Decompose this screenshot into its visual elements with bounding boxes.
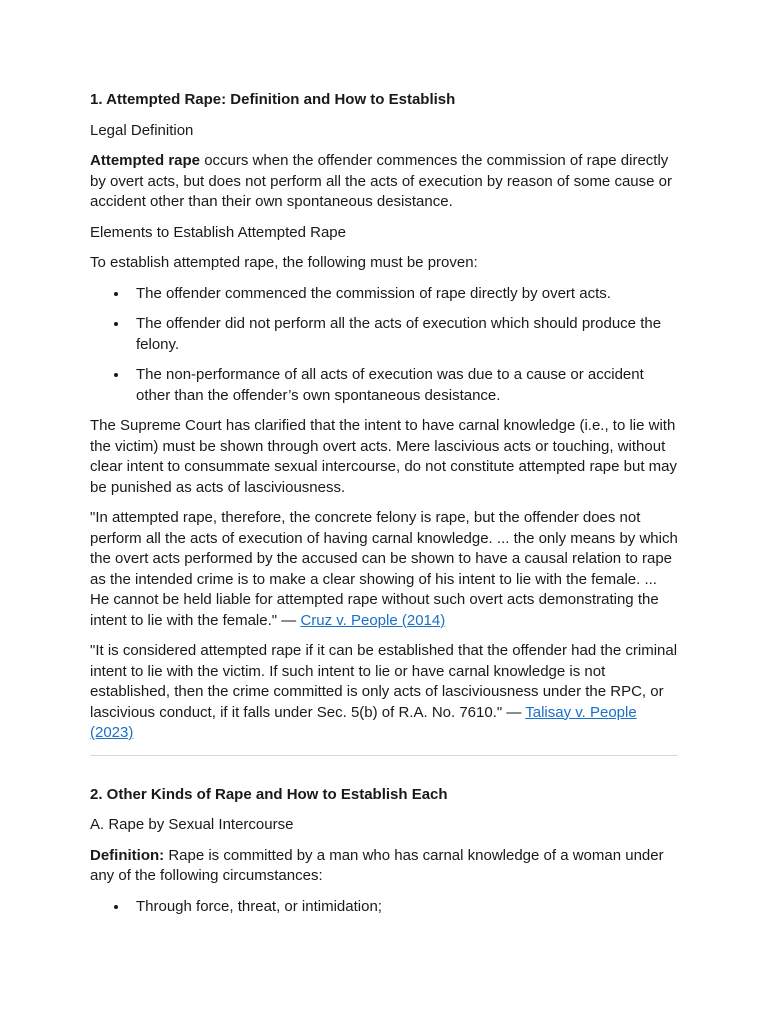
- section-divider: [90, 755, 678, 756]
- document-page: [90, 90, 678, 927]
- talisay-v-people-link[interactable]: Talisay v. People (2023): [90, 703, 637, 741]
- definition-text: occurs when the offender commences the commission of rape directly by overt acts, but does not perform all the acts of execution by reason of some cause or accident other than their own spontaneous desistance.: [90, 152, 672, 210]
- list-item: The offender commenced the commission of rape directly by overt acts.: [90, 284, 678, 305]
- quote-cruz: [90, 508, 678, 631]
- attempted-rape-definition: [90, 151, 678, 213]
- elements-label: Elements to Establish Attempted Rape: [90, 223, 346, 241]
- list-item: Through force, threat, or intimidation;: [90, 897, 678, 918]
- legal-definition-label: Legal Definition: [90, 121, 194, 139]
- list-item: The non-performance of all acts of execution was due to a cause or accident other than the offender’s own spontaneous desistance.: [90, 365, 678, 406]
- definition-label: Definition:: [90, 846, 165, 864]
- rape-definition: [90, 846, 678, 887]
- circumstances-list: [90, 897, 678, 918]
- section-2-heading: 2. Other Kinds of Rape and How to Establish Each: [90, 785, 448, 803]
- quote-cruz-text: "In attempted rape, therefore, the concrete felony is rape, but the offender does not perform all the acts of execution of having carnal knowledge. ... the only means by which the overt acts performed by the accused can be shown to have a causal relation to rape as the intended crime is to make a clear showing of his intent to lie with the female. ... He cannot be held liable for attempted rape without such overt acts demonstrating the intent to lie with the female." —: [90, 509, 678, 629]
- subsection-a-heading: A. Rape by Sexual Intercourse: [90, 816, 294, 833]
- list-item: The offender did not perform all the acts of execution which should produce the felony.: [90, 314, 678, 355]
- quote-talisay-text: "It is considered attempted rape if it can be established that the offender had the criminal intent to lie with the victim. If such intent to lie or have carnal knowledge is not established, then the crime committed is only acts of lasciviousness under the RPC, or lascivious conduct, if it falls under Sec. 5(b) of R.A. No. 7610." —: [90, 642, 678, 721]
- cruz-v-people-link[interactable]: Cruz v. People (2014): [300, 611, 446, 629]
- definition-term: Attempted rape: [90, 152, 201, 169]
- quote-talisay: [90, 641, 678, 744]
- section-1-heading: 1. Attempted Rape: Definition and How to Establish: [90, 91, 456, 108]
- elements-list: [90, 284, 678, 407]
- supreme-court-paragraph: The Supreme Court has clarified that the intent to have carnal knowledge (i.e., to lie with the victim) must be shown through overt acts. Mere lascivious acts or touching, without clear intent to consummate sexual intercourse, do not constitute attempted rape but may be punished as acts of lasciviousness.: [90, 417, 677, 496]
- rape-definition-text: Rape is committed by a man who has carnal knowledge of a woman under any of the following circumstances:: [90, 846, 664, 884]
- elements-intro: To establish attempted rape, the following must be proven:: [90, 254, 478, 271]
